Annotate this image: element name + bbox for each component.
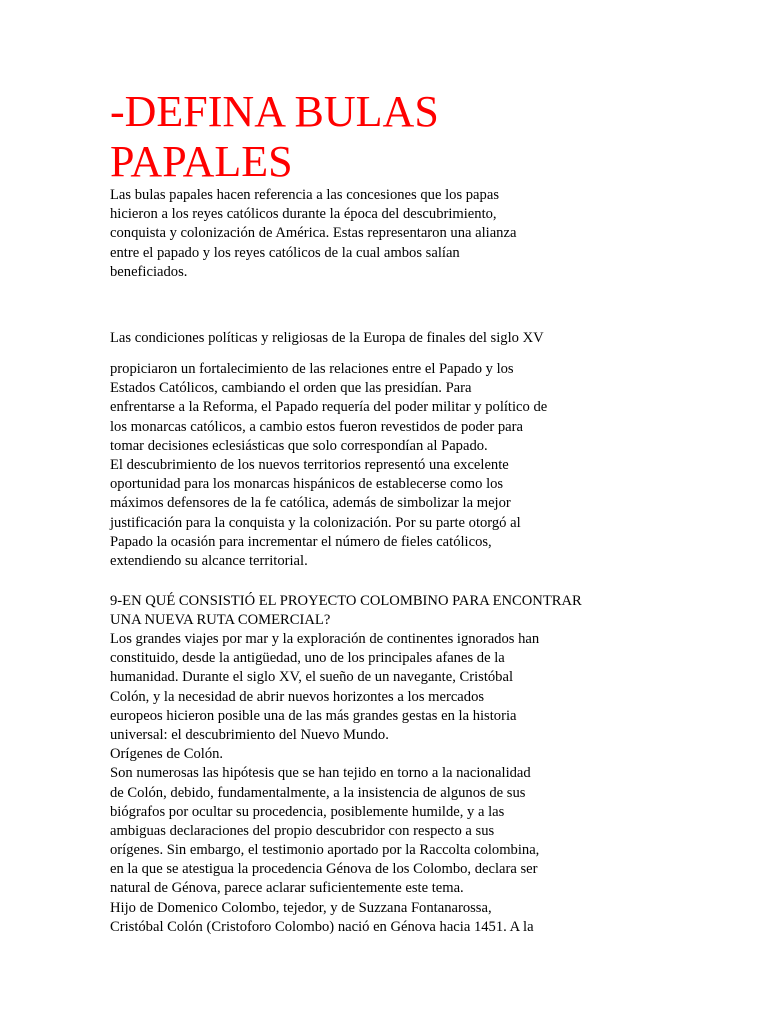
text-line: biógrafos por ocultar su procedencia, posiblemente humilde, y a las <box>110 803 505 820</box>
heading-line: UNA NUEVA RUTA COMERCIAL? <box>110 612 331 629</box>
text-line: hicieron a los reyes católicos durante la época del descubrimiento, <box>110 206 497 223</box>
heading-line: 9-EN QUÉ CONSISTIÓ EL PROYECTO COLOMBINO PARA ENCONTRAR <box>110 593 582 609</box>
text-line: Hijo de Domenico Colombo, tejedor, y de Suzzana Fontanarossa, <box>110 899 492 916</box>
text-line: Orígenes de Colón. <box>110 746 224 763</box>
text-line: los monarcas católicos, a cambio estos fueron revestidos de poder para <box>110 418 523 435</box>
paragraph-conditions-intro <box>110 329 544 348</box>
text-line: humanidad. Durante el siglo XV, el sueño de un navegante, Cristóbal <box>110 669 513 686</box>
title-line-1: -DEFINA BULAS <box>110 87 439 136</box>
text-line: Cristóbal Colón (Cristoforo Colombo) nació en Génova hacia 1451. A la <box>110 918 534 935</box>
text-line: enfrentarse a la Reforma, el Papado requería del poder militar y político de <box>110 399 548 416</box>
title-line-2: PAPALES <box>110 137 293 186</box>
text-line: Son numerosas las hipótesis que se han tejido en torno a la nacionalidad <box>110 765 531 782</box>
text-line: europeos hicieron posible una de las más grandes gestas en la historia <box>110 707 517 724</box>
paragraph-papacy-relations <box>110 360 547 571</box>
text-line: justificación para la conquista y la colonización. Por su parte otorgó al <box>110 514 521 531</box>
text-line: tomar decisiones eclesiásticas que solo correspondían al Papado. <box>110 437 488 454</box>
text-line: Las condiciones políticas y religiosas de la Europa de finales del siglo XV <box>110 330 544 346</box>
text-line: universal: el descubrimiento del Nuevo Mundo. <box>110 726 389 743</box>
text-line: en la que se atestigua la procedencia Génova de los Colombo, declara ser <box>110 861 538 878</box>
text-line: Estados Católicos, cambiando el orden que las presidían. Para <box>110 380 472 397</box>
text-line: propiciaron un fortalecimiento de las relaciones entre el Papado y los <box>110 361 514 377</box>
text-line: conquista y colonización de América. Estas representaron una alianza <box>110 225 517 242</box>
text-line: Papado la ocasión para incrementar el número de fieles católicos, <box>110 533 492 550</box>
text-line: ambiguas declaraciones del propio descubridor con respecto a sus <box>110 822 495 839</box>
text-line: orígenes. Sin embargo, el testimonio aportado por la Raccolta colombina, <box>110 842 540 859</box>
paragraph-colombian-project <box>110 630 539 937</box>
text-line: extendiendo su alcance territorial. <box>110 552 308 569</box>
paragraph-bulas-definition <box>110 186 516 282</box>
text-line: constituido, desde la antigüedad, uno de los principales afanes de la <box>110 650 505 667</box>
text-line: Las bulas papales hacen referencia a las concesiones que los papas <box>110 187 499 203</box>
text-line: de Colón, debido, fundamentalmente, a la insistencia de algunos de sus <box>110 784 526 801</box>
text-line: Colón, y la necesidad de abrir nuevos horizontes a los mercados <box>110 688 485 705</box>
question-heading <box>110 592 582 630</box>
text-line: Los grandes viajes por mar y la exploración de continentes ignorados han <box>110 631 540 647</box>
text-line: máximos defensores de la fe católica, además de simbolizar la mejor <box>110 495 511 512</box>
page-title <box>110 87 630 187</box>
text-line: oportunidad para los monarcas hispánicos de establecerse como los <box>110 476 504 493</box>
text-line: El descubrimiento de los nuevos territorios representó una excelente <box>110 456 509 473</box>
text-line: entre el papado y los reyes católicos de la cual ambos salían <box>110 244 460 261</box>
text-line: natural de Génova, parece aclarar suficientemente este tema. <box>110 880 464 897</box>
text-line: beneficiados. <box>110 263 188 280</box>
